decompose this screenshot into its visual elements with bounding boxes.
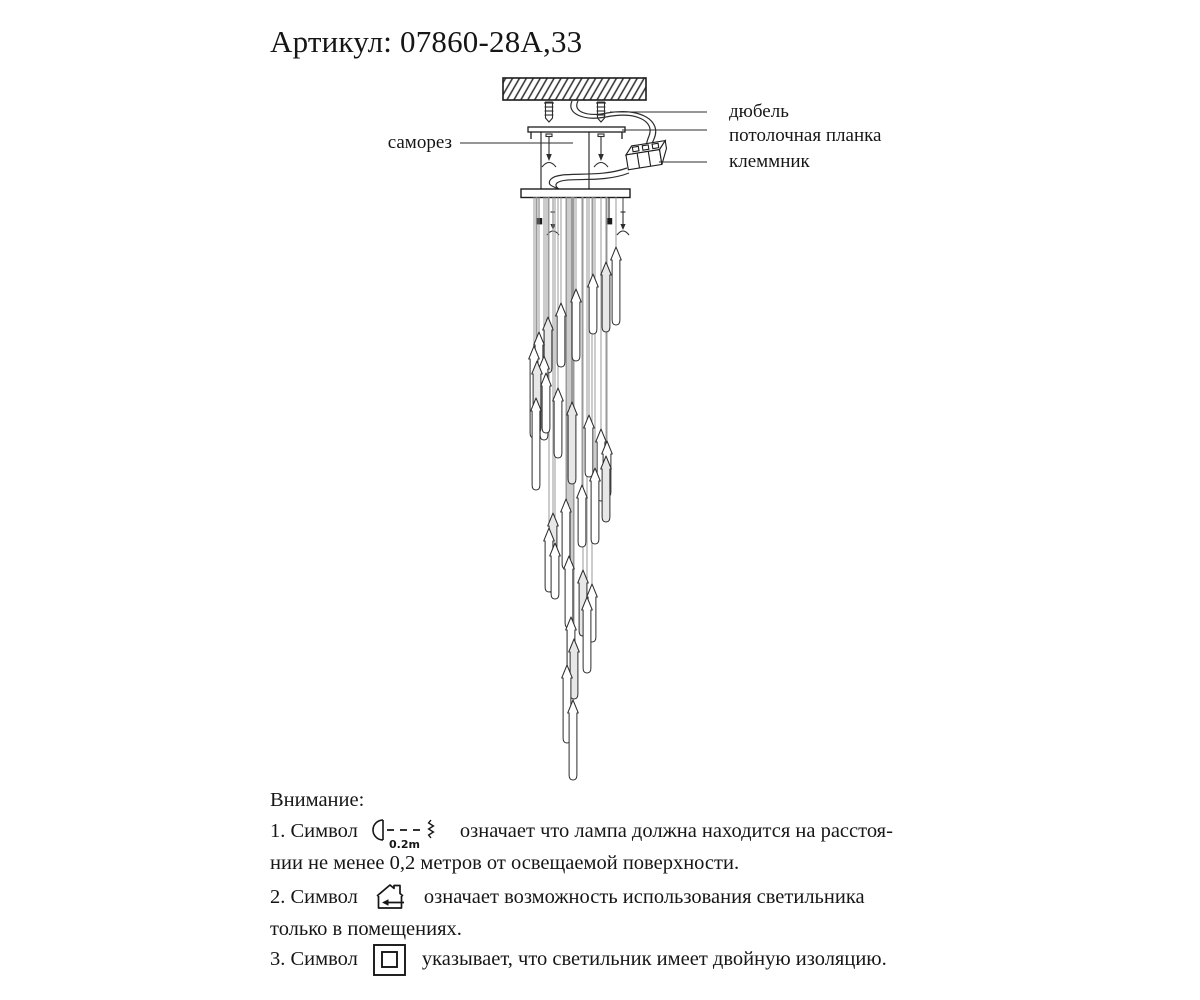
note-2-prefix: 2. Символ bbox=[270, 886, 358, 908]
page-title: Артикул: 07860-28A,33 bbox=[270, 24, 583, 59]
screw-left-icon bbox=[542, 134, 556, 167]
crystal-drop bbox=[568, 700, 579, 780]
note-2-line-2 bbox=[270, 916, 462, 942]
note-1-text: означает что лампа должна находится на расстоя- bbox=[459, 820, 893, 842]
crystal-drop bbox=[550, 543, 561, 599]
terminal-block bbox=[625, 141, 669, 170]
note-2-text: означает возможность использования светильника bbox=[423, 886, 865, 908]
note-1-line-2 bbox=[270, 850, 739, 876]
crystal-drop bbox=[590, 468, 601, 544]
canopy-fastener-right bbox=[606, 198, 629, 236]
crystal-drop bbox=[584, 415, 595, 477]
note-3-prefix: 3. Символ bbox=[270, 948, 358, 970]
mains-wire bbox=[571, 101, 656, 150]
label-dyubel: дюбель bbox=[729, 101, 789, 122]
ceiling-section bbox=[503, 78, 646, 100]
crystal-drop bbox=[531, 398, 542, 490]
label-samorez: саморез bbox=[387, 132, 452, 153]
canopy-bar bbox=[521, 189, 630, 198]
notes-heading bbox=[270, 787, 364, 813]
screw-right-icon bbox=[594, 134, 608, 167]
crystal-drop bbox=[564, 556, 575, 628]
crystal-drop bbox=[611, 247, 622, 325]
crystal-drop bbox=[601, 456, 612, 522]
crystal-drop bbox=[567, 402, 578, 484]
lamp-distance-label: 0.2m bbox=[388, 838, 420, 851]
double-insulation-icon bbox=[371, 943, 409, 977]
pendant-drops bbox=[529, 247, 622, 780]
note-1-line-1 bbox=[270, 818, 893, 851]
dowel-right-icon bbox=[596, 102, 606, 122]
crystal-drop bbox=[553, 388, 564, 458]
indoor-use-icon bbox=[371, 882, 411, 912]
dowel-left-icon bbox=[544, 102, 554, 122]
crystal-drop bbox=[582, 597, 593, 673]
note-2-cont-text: только в помещениях. bbox=[270, 918, 462, 940]
crystal-drop bbox=[601, 262, 612, 332]
crystal-drop bbox=[577, 485, 588, 547]
note-3-text: указывает, что светильник имеет двойную изоляцию. bbox=[421, 948, 887, 970]
crystal-drop bbox=[571, 289, 582, 361]
label-klemmnik: клеммник bbox=[729, 151, 810, 172]
lamp-distance-icon bbox=[371, 817, 447, 851]
crystal-drop bbox=[541, 373, 552, 433]
note-2-line-1 bbox=[270, 884, 865, 912]
note-1-prefix: 1. Символ bbox=[270, 820, 358, 842]
note-3-line-1 bbox=[270, 946, 887, 977]
crystal-drop bbox=[556, 303, 567, 367]
label-planka: потолочная планка bbox=[729, 125, 882, 146]
note-1-cont-text: нии не менее 0,2 метров от освещаемой поверхности. bbox=[270, 852, 740, 874]
crystal-drop bbox=[588, 274, 599, 334]
notes-heading-text: Внимание: bbox=[270, 789, 365, 811]
